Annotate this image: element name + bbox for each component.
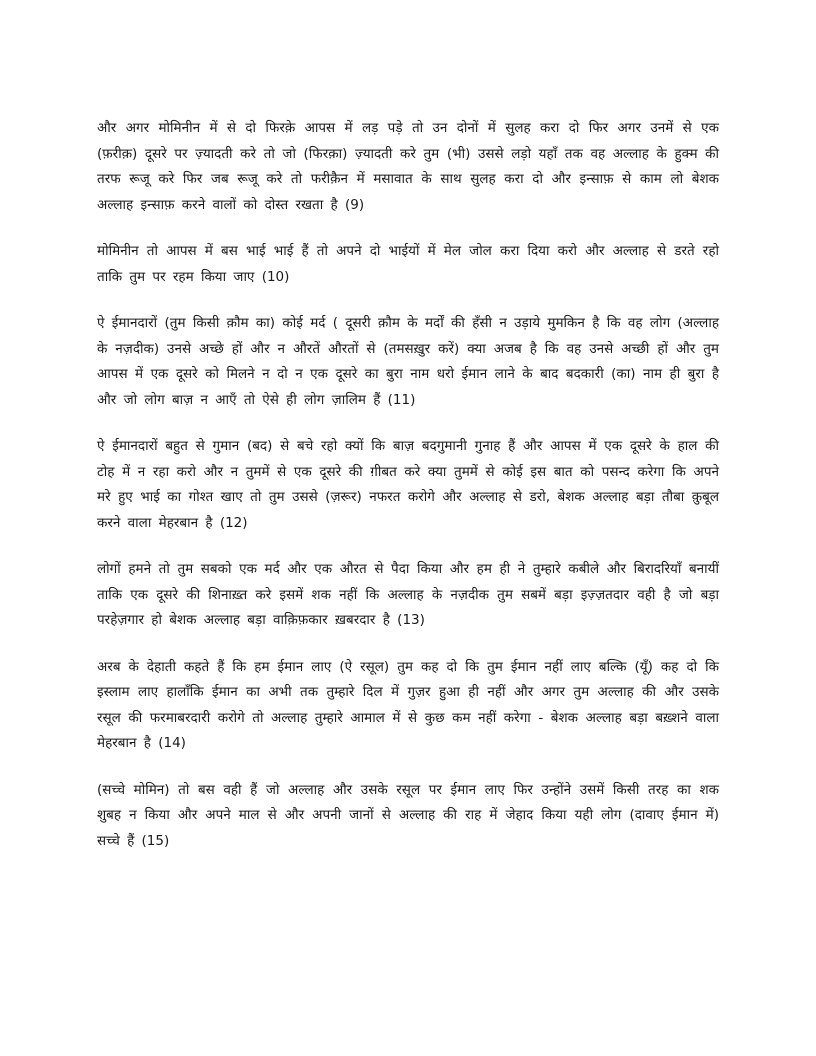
verse-paragraph-10: मोमिनीन तो आपस में बस भाई भाई हैं तो अपने दो भाईयों में मेल जोल करा दिया करो और अल्लाह से डरते रहो ताकि तुम पर रहम किया जाए (10): [97, 243, 719, 285]
verse-paragraph-9: और अगर मोमिनीन में से दो फिरक़े आपस में लड़ पड़े तो उन दोनों में सुलह करा दो फिर अगर उनमें से एक (फ़रीक़) दूसरे पर ज़्यादती करे तो जो (फिरक़ा) ज़्यादती करे तुम (भी) उससे लड़ो यहाँ तक वह अल्लाह के हुक्म की तरफ रूजू करे फिर जब रूजू करे तो फरीक़ैन में मसावात के साथ सुलह करा दो और इन्साफ़ से काम लो बेशक अल्लाह इन्साफ़ करने वालों को दोस्त रखता है (9): [97, 120, 719, 213]
verse-paragraph-14: अरब के देहाती कहते हैं कि हम ईमान लाए (ऐ रसूल) तुम कह दो कि तुम ईमान नहीं लाए बल्कि (यूँ) कह दो कि इस्लाम लाए हालाँकि ईमान का अभी तक तुम्हारे दिल में गुज़र हुआ ही नहीं और अगर तुम अल्लाह की और उसके रसूल की फरमाबरदारी करोगे तो अल्लाह तुम्हारे आमाल में से कुछ कम नहीं करेगा - बेशक अल्लाह बड़ा बख़्शने वाला मेहरबान है (14): [97, 658, 719, 751]
document-page: [97, 116, 719, 875]
verse-paragraph-13: लोगों हमने तो तुम सबको एक मर्द और एक औरत से पैदा किया और हम ही ने तुम्हारे कबीले और बिरादरियाँ बनायीं ताकि एक दूसरे की शिनाख़्त करे इसमें शक नहीं कि अल्लाह के नज़दीक तुम सबमें बड़ा इज़्ज़तदार वही है जो बड़ा परहेज़गार हो बेशक अल्लाह बड़ा वाक़िफ़कार ख़बरदार है (13): [97, 561, 719, 628]
verse-paragraph-11: ऐ ईमानदारों (तुम किसी क़ौम का) कोई मर्द ( दूसरी क़ौम के मर्दों की हँसी न उड़ाये मुमकिन है कि वह लोग (अल्लाह के नज़दीक) उनसे अच्छे हों और न औरतें औरतों से (तमसख़ुर करें) क्या अजब है कि वह उनसे अच्छी हों और तुम आपस में एक दूसरे को मिलने न दो न एक दूसरे का बुरा नाम धरो ईमान लाने के बाद बदकारी (का) नाम ही बुरा है और जो लोग बाज़ न आएँ तो ऐसे ही लोग ज़ालिम हैं (11): [97, 315, 719, 408]
verse-paragraph-12: ऐ ईमानदारों बहुत से गुमान (बद) से बचे रहो क्यों कि बाज़ बदगुमानी गुनाह हैं और आपस में एक दूसरे के हाल की टोह में न रहा करो और न तुममें से एक दूसरे की ग़ीबत करे क्या तुममें से कोई इस बात को पसन्द करेगा कि अपने मरे हुए भाई का गोश्त खाए तो तुम उससे (ज़रूर) नफरत करोगे और अल्लाह से डरो, बेशक अल्लाह बड़ा तौबा क़ुबूल करने वाला मेहरबान है (12): [97, 438, 719, 531]
verse-paragraph-15: (सच्चे मोमिन) तो बस वही हैं जो अल्लाह और उसके रसूल पर ईमान लाए फिर उन्होंने उसमें किसी तरह का शक शुबह न किया और अपने माल से और अपनी जानों से अल्लाह की राह में जेहाद किया यही लोग (दावाए ईमान में) सच्चे हैं (15): [97, 781, 719, 849]
